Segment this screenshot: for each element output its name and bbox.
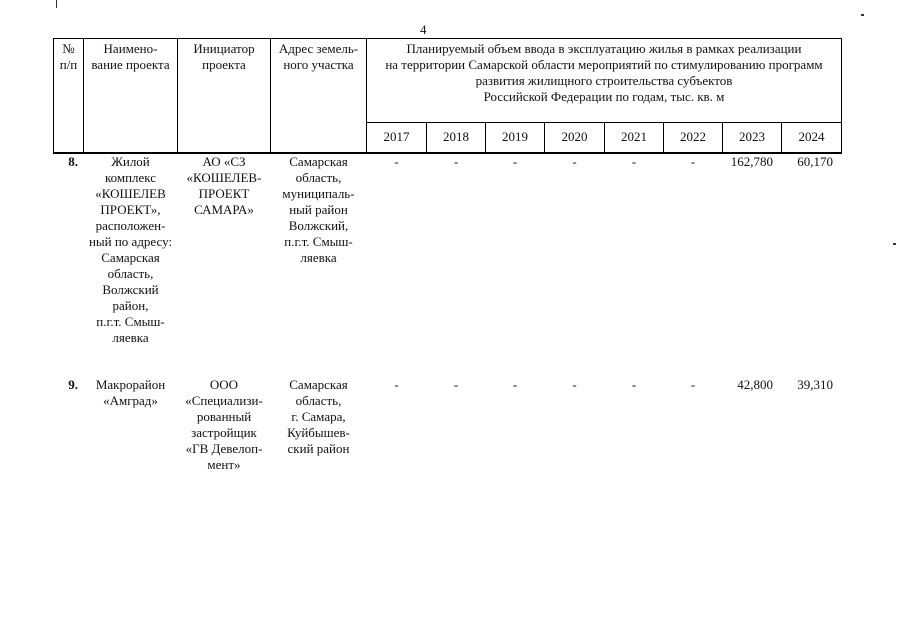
year-2017: 2017	[383, 129, 410, 144]
header-col-address: Адрес земель- ного участка	[278, 41, 359, 72]
value-2023: 162,780	[730, 154, 773, 169]
header-col-name: Наимено- вание проекта	[91, 41, 170, 72]
value-2019: -	[512, 154, 518, 169]
project-initiator: ООО «Специализи- рованный застройщик «ГВ Девелоп- мент»	[185, 377, 263, 472]
value-2022: -	[690, 154, 696, 169]
value-2017: -	[394, 154, 399, 169]
year-2019: 2019	[502, 129, 528, 144]
header-col-no: № п/п	[59, 41, 78, 72]
value-2018: -	[453, 377, 459, 392]
scan-mark	[56, 0, 57, 8]
value-2024: 60,170	[797, 154, 833, 169]
page-number: 4	[420, 22, 427, 37]
land-address: Самарская область, муниципаль- ный район Волжский, п.г.т. Смыш- ляевка	[282, 154, 355, 265]
year-2018: 2018	[443, 129, 469, 144]
value-2022: -	[690, 377, 696, 392]
value-2019: -	[512, 377, 518, 392]
col-line	[841, 38, 842, 154]
scan-mark	[893, 243, 896, 245]
value-2018: -	[453, 154, 459, 169]
scan-mark	[861, 14, 864, 16]
value-2020: -	[572, 377, 577, 392]
row-number: 9.	[68, 377, 78, 392]
value-2021: -	[631, 154, 637, 169]
year-2023: 2023	[739, 129, 765, 144]
header-col-initiator: Инициатор проекта	[193, 41, 255, 72]
year-2022: 2022	[680, 129, 706, 144]
project-initiator: АО «СЗ «КОШЕЛЕВ- ПРОЕКТ САМАРА»	[186, 154, 262, 217]
land-address: Самарская область, г. Самара, Куйбышев- ский район	[287, 377, 350, 456]
row-number: 8.	[68, 154, 78, 169]
project-name: Жилой комплекс «КОШЕЛЕВ ПРОЕКТ», расположен- ный по адресу: Самарская область, Волжский район, п.г.т. Смыш- ляевка	[88, 154, 173, 345]
value-2020: -	[572, 154, 577, 169]
project-name: Макрорайон «Амград»	[95, 377, 166, 408]
value-2021: -	[631, 377, 637, 392]
value-2024: 39,310	[797, 377, 833, 392]
year-2024: 2024	[798, 129, 825, 144]
year-2021: 2021	[621, 129, 647, 144]
table-border-top	[53, 38, 842, 39]
value-2023: 42,800	[737, 377, 773, 392]
header-col-planned: Планируемый объем ввода в эксплуатацию жилья в рамках реализации на территории Самарской области мероприятий по стимулированию программ развития жилищного строительства субъектов Российской Федерации по годам, тыс. кв. м	[385, 41, 823, 104]
year-2020: 2020	[561, 129, 588, 144]
value-2017: -	[394, 377, 399, 392]
